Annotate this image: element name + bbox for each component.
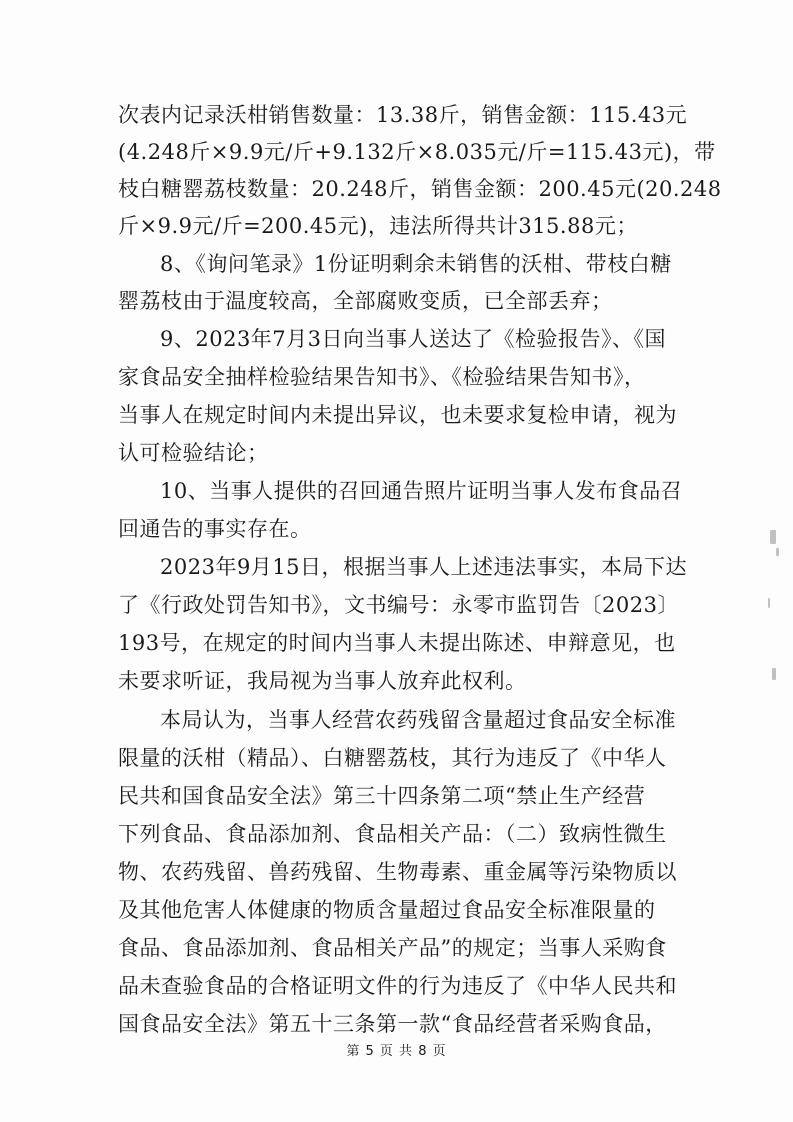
body-line: 家食品安全抽样检验结果告知书》、《检验结果告知书》， <box>118 365 646 389</box>
body-line: 2023年9月15日，根据当事人上述违法事实，本局下达 <box>160 555 688 579</box>
page-number-footer: 第 5 页 共 8 页 <box>346 1044 447 1059</box>
body-line: 罂荔枝由于温度较高，全部腐败变质，已全部丢弃； <box>118 289 613 313</box>
body-line: 限量的沃柑（精品）、白糖罂荔枝，其行为违反了《中华人 <box>118 746 667 770</box>
body-line: 8、《询问笔录》1份证明剩余未销售的沃柑、带枝白糖 <box>160 252 672 276</box>
scan-speck <box>772 668 776 680</box>
scan-speck <box>770 530 776 544</box>
body-line: 品未查验食品的合格证明文件的行为违反了《中华人民共和 <box>118 974 677 998</box>
body-line: 10、当事人提供的召回通告照片证明当事人发布食品召 <box>160 479 683 503</box>
body-line: 回通告的事实存在。 <box>118 517 312 541</box>
body-line: 193号，在规定的时间内当事人未提出陈述、申辩意见，也 <box>118 631 676 655</box>
body-line: 及其他危害人体健康的物质含量超过食品安全标准限量的 <box>118 898 656 922</box>
body-line: (4.248斤×9.9元/斤+9.132斤×8.035元/斤=115.43元)，带 <box>118 140 716 164</box>
scan-speck <box>776 548 779 556</box>
body-line: 食品、食品添加剂、食品相关产品”的规定；当事人采购食 <box>118 936 667 960</box>
body-line: 物、农药残留、兽药残留、生物毒素、重金属等污染物质以 <box>118 860 677 884</box>
body-line: 国食品安全法》第五十三条第一款“食品经营者采购食品， <box>118 1012 667 1036</box>
scan-speck <box>768 598 770 608</box>
body-line: 未要求听证，我局视为当事人放弃此权利。 <box>118 669 527 693</box>
body-line: 9、2023年7月3日向当事人送达了《检验报告》、《国 <box>160 327 667 351</box>
body-line: 本局认为，当事人经营农药残留含量超过食品安全标准 <box>160 708 676 732</box>
body-line: 了《行政处罚告知书》，文书编号：永零市监罚告〔2023〕 <box>118 593 679 617</box>
body-line: 认可检验结论； <box>118 441 269 465</box>
body-line: 枝白糖罂荔枝数量：20.248斤，销售金额：200.45元(20.248 <box>118 177 722 201</box>
body-line: 民共和国食品安全法》第三十四条第二项“禁止生产经营 <box>118 784 646 808</box>
body-line: 次表内记录沃柑销售数量：13.38斤，销售金额：115.43元 <box>118 103 688 127</box>
body-line: 下列食品、食品添加剂、食品相关产品：（二）致病性微生 <box>118 822 667 846</box>
body-line: 斤×9.9元/斤=200.45元)，违法所得共计315.88元； <box>118 214 638 238</box>
body-line: 当事人在规定时间内未提出异议，也未要求复检申请，视为 <box>118 403 677 427</box>
